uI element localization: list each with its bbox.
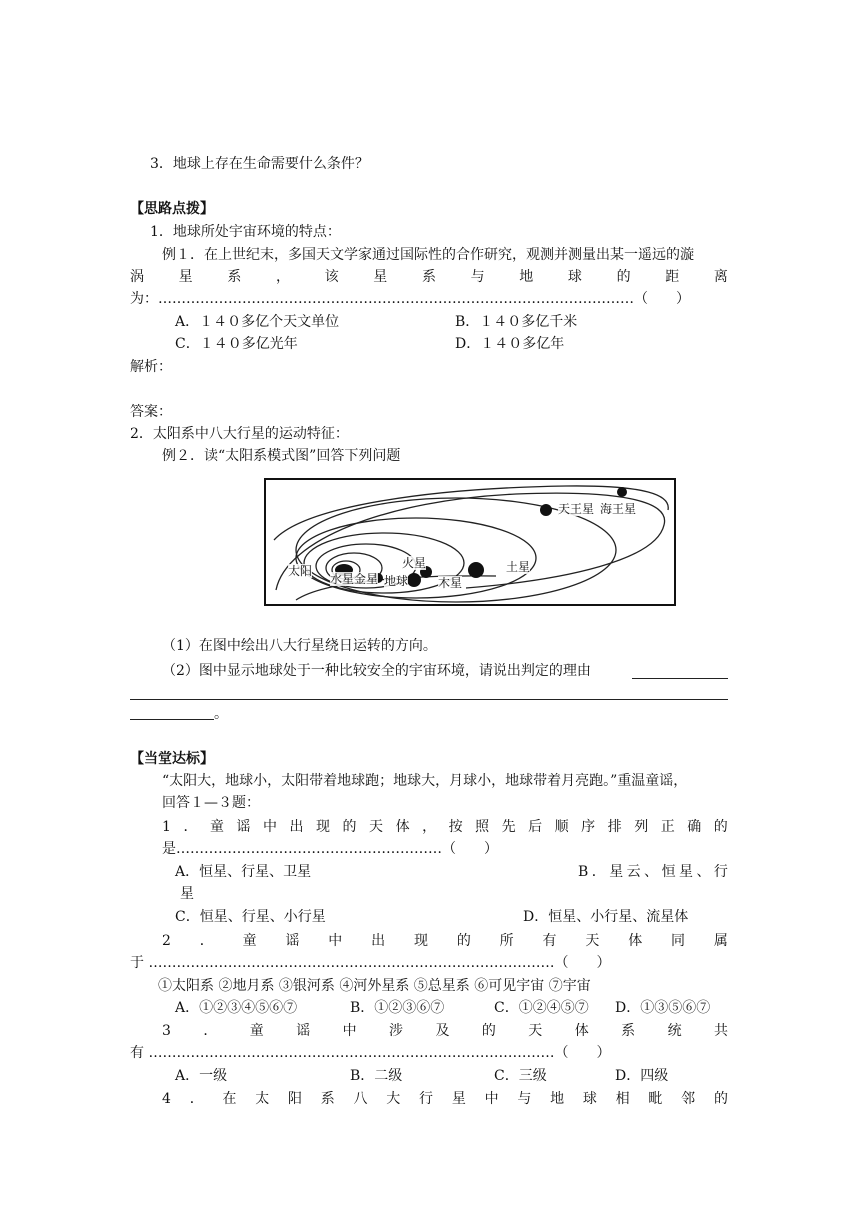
label-saturn: 土星 bbox=[506, 560, 531, 574]
char: 所 bbox=[499, 933, 514, 949]
char: 星 bbox=[178, 269, 193, 285]
char: 体 bbox=[395, 819, 410, 835]
char: 行 bbox=[713, 864, 728, 880]
char: 序 bbox=[581, 819, 596, 835]
char: 云 bbox=[626, 864, 641, 880]
char: 、 bbox=[644, 864, 659, 880]
char: 星 bbox=[373, 269, 388, 285]
example-1-line2 bbox=[130, 268, 728, 286]
char: ． bbox=[189, 1091, 204, 1107]
char: 距 bbox=[665, 269, 680, 285]
section-guidance-heading: 【思路点拨】 bbox=[130, 201, 214, 217]
char: 统 bbox=[667, 1023, 682, 1039]
char: 确 bbox=[687, 819, 702, 835]
char: 后 bbox=[528, 819, 543, 835]
char: 的 bbox=[342, 819, 357, 835]
char: 相 bbox=[615, 1091, 630, 1107]
char: B bbox=[578, 864, 589, 880]
char: 童 bbox=[209, 819, 224, 835]
char: 与 bbox=[517, 1091, 532, 1107]
char: 地 bbox=[519, 269, 534, 285]
char: 正 bbox=[660, 819, 675, 835]
problem-2-choices: ①太阳系 ②地月系 ③银河系 ④河外星系 ⑤总星系 ⑥可见宇宙 ⑦宇宙 bbox=[158, 978, 591, 994]
answer-blank-1 bbox=[632, 678, 728, 679]
char: 恒 bbox=[661, 864, 676, 880]
problem-3-option-c: C．三级 bbox=[494, 1068, 547, 1084]
char: 同 bbox=[671, 933, 686, 949]
label-mercury-venus: 水星金星 bbox=[330, 572, 379, 586]
char: ． bbox=[199, 933, 214, 949]
label-jupiter: 木星 bbox=[438, 576, 463, 590]
problem-1-line1 bbox=[162, 818, 728, 836]
problem-2-option-d: D．①③⑤⑥⑦ bbox=[615, 1000, 711, 1016]
problem-3-line2: 有 ……………………………………………………………………………（ ） bbox=[130, 1045, 611, 1061]
question-3: 3．地球上存在生命需要什么条件？ bbox=[150, 156, 369, 172]
char: ． bbox=[183, 819, 198, 835]
char: 涡 bbox=[130, 269, 144, 285]
char: 先 bbox=[501, 819, 516, 835]
solar-system-diagram bbox=[264, 478, 676, 606]
problem-1-option-c: C．恒星、行星、小行星 bbox=[175, 909, 326, 925]
char: 地 bbox=[550, 1091, 565, 1107]
example-1-option-d: D．１４０多亿年 bbox=[455, 336, 565, 352]
problem-1-option-a: A．恒星、行星、卫星 bbox=[175, 864, 312, 880]
char: 中 bbox=[262, 819, 277, 835]
char: 球 bbox=[567, 269, 582, 285]
char: 出 bbox=[371, 933, 386, 949]
char: 与 bbox=[470, 269, 485, 285]
char: 按 bbox=[448, 819, 463, 835]
char: 2 bbox=[162, 933, 171, 949]
problem-1-line2: 是…………………………………………………（ ） bbox=[162, 841, 498, 857]
char: 星 bbox=[609, 864, 624, 880]
char: 的 bbox=[456, 933, 471, 949]
label-sun: 太阳 bbox=[288, 564, 313, 578]
topic-1: 1．地球所处宇宙环境的特点： bbox=[150, 224, 341, 240]
problem-3-option-a: A．一级 bbox=[175, 1068, 228, 1084]
char: 的 bbox=[713, 1091, 728, 1107]
char: 天 bbox=[528, 1023, 543, 1039]
problem-3-line1 bbox=[162, 1022, 728, 1040]
example-2-prompt: 例２．读“太阳系模式图”回答下列问题 bbox=[162, 448, 401, 464]
char: ， bbox=[275, 269, 290, 285]
char: 涉 bbox=[389, 1023, 404, 1039]
char: 的 bbox=[616, 269, 631, 285]
char: 星 bbox=[679, 864, 694, 880]
answer-blank-3 bbox=[130, 719, 214, 720]
char: 3 bbox=[162, 1023, 171, 1039]
char: 的 bbox=[481, 1023, 496, 1039]
char: 共 bbox=[713, 1023, 728, 1039]
char: 的 bbox=[713, 819, 728, 835]
example-1-option-b: B．１４０多亿千米 bbox=[455, 314, 578, 330]
char: 童 bbox=[242, 933, 257, 949]
char: 顺 bbox=[554, 819, 569, 835]
problem-2-line2: 于 ……………………………………………………………………………（ ） bbox=[130, 955, 611, 971]
topic-2: 2．太阳系中八大行星的运动特征： bbox=[130, 426, 349, 442]
char: 体 bbox=[574, 1023, 589, 1039]
sub-question-1: （1）在图中绘出八大行星绕日运转的方向。 bbox=[162, 638, 437, 654]
char: 出 bbox=[289, 819, 304, 835]
char: 系 bbox=[621, 1023, 636, 1039]
char: 在 bbox=[222, 1091, 237, 1107]
char: 照 bbox=[475, 819, 490, 835]
char: 太 bbox=[255, 1091, 270, 1107]
char: 谣 bbox=[236, 819, 251, 835]
label-neptune: 海王星 bbox=[600, 502, 637, 516]
label-mars: 火星 bbox=[402, 556, 427, 570]
char: ， bbox=[422, 819, 437, 835]
problem-2-option-a: A．①②③④⑤⑥⑦ bbox=[175, 1000, 298, 1016]
char: 邻 bbox=[681, 1091, 696, 1107]
example-1-line1: 例１．在上世纪末，多国天文学家通过国际性的合作研究，观测并测量出某一遥远的漩 bbox=[162, 247, 694, 263]
char: 天 bbox=[369, 819, 384, 835]
problem-4-line1 bbox=[162, 1090, 728, 1108]
answer-period: 。 bbox=[214, 706, 228, 722]
char: 中 bbox=[484, 1091, 499, 1107]
char: 球 bbox=[582, 1091, 597, 1107]
problem-2-option-b: B．①②③⑥⑦ bbox=[350, 1000, 445, 1016]
answer-blank-2 bbox=[130, 699, 728, 700]
char: 排 bbox=[607, 819, 622, 835]
orbit-drawing bbox=[266, 480, 674, 604]
problem-2-option-c: C．①②④⑤⑦ bbox=[494, 1000, 589, 1016]
char: 毗 bbox=[648, 1091, 663, 1107]
char: 1 bbox=[162, 819, 171, 835]
rhyme-line-2: 回答１—３题： bbox=[162, 795, 260, 811]
example-1-line3: 为：…………………………………………………………………………………………（ ） bbox=[130, 291, 690, 307]
char: 谣 bbox=[296, 1023, 311, 1039]
char: 天 bbox=[585, 933, 600, 949]
problem-1-option-d: D．恒星、小行星、流星体 bbox=[523, 909, 689, 925]
char: 列 bbox=[634, 819, 649, 835]
char: 八 bbox=[353, 1091, 368, 1107]
example-1-option-a: A．１４０多亿个天文单位 bbox=[175, 314, 340, 330]
char: 星 bbox=[451, 1091, 466, 1107]
char: 系 bbox=[320, 1091, 335, 1107]
char: 大 bbox=[386, 1091, 401, 1107]
char: 体 bbox=[628, 933, 643, 949]
problem-3-option-b: B．二级 bbox=[350, 1068, 403, 1084]
char: 该 bbox=[324, 269, 339, 285]
char: 属 bbox=[713, 933, 728, 949]
sub-question-2: （2）图中显示地球处于一种比较安全的宇宙环境，请说出判定的理由 bbox=[162, 663, 591, 679]
example-1-option-c: C．１４０多亿光年 bbox=[175, 336, 298, 352]
label-uranus: 天王星 bbox=[558, 502, 595, 516]
problem-3-option-d: D．四级 bbox=[615, 1068, 669, 1084]
char: 离 bbox=[713, 269, 728, 285]
char: 现 bbox=[316, 819, 331, 835]
problem-2-line1 bbox=[162, 932, 728, 950]
problem-1-option-b-wrap: 星 bbox=[180, 886, 194, 902]
problem-1-option-b bbox=[578, 863, 728, 881]
char: 4 bbox=[162, 1091, 171, 1107]
char: ． bbox=[591, 864, 606, 880]
char: 行 bbox=[419, 1091, 434, 1107]
char: 现 bbox=[413, 933, 428, 949]
char: 系 bbox=[421, 269, 436, 285]
char: 中 bbox=[342, 1023, 357, 1039]
rhyme-line-1: “太阳大，地球小，太阳带着地球跑；地球大，月球小，地球带着月亮跑。”重温童谣， bbox=[162, 773, 688, 789]
label-earth: 地球 bbox=[384, 574, 409, 588]
char: 童 bbox=[249, 1023, 264, 1039]
section-practice-heading: 【当堂达标】 bbox=[130, 751, 214, 767]
char: 中 bbox=[328, 933, 343, 949]
char: 阳 bbox=[287, 1091, 302, 1107]
char: 及 bbox=[435, 1023, 450, 1039]
answer-label: 答案： bbox=[130, 404, 172, 420]
char: 有 bbox=[542, 933, 557, 949]
char: 、 bbox=[696, 864, 711, 880]
char: ． bbox=[203, 1023, 218, 1039]
analysis-label: 解析： bbox=[130, 359, 172, 375]
char: 谣 bbox=[285, 933, 300, 949]
char: 系 bbox=[227, 269, 242, 285]
